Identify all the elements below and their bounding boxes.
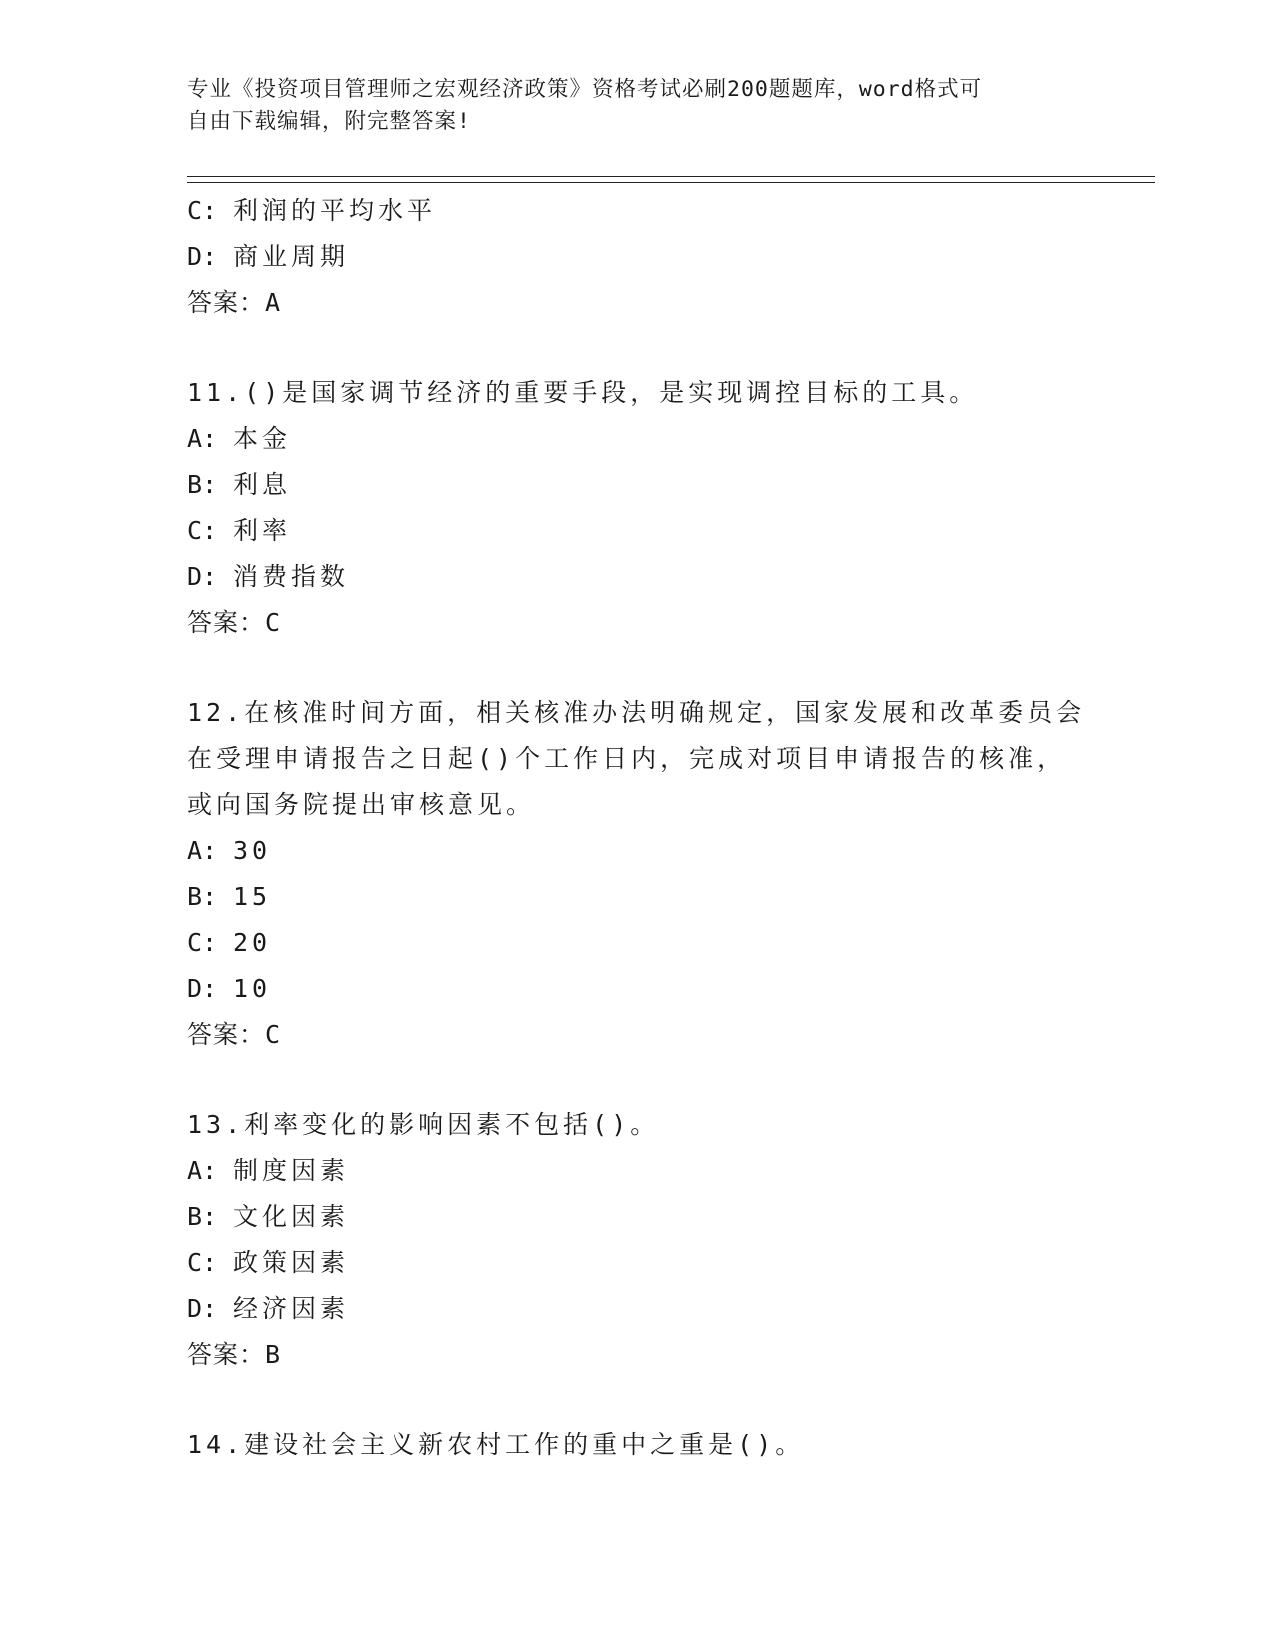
question-11: [187, 370, 1087, 646]
option-letter: A:: [187, 1156, 218, 1185]
option-text: 商业周期: [233, 242, 350, 271]
option-text: 本金: [233, 424, 292, 453]
option-text: 15: [233, 882, 272, 911]
question-12: [187, 690, 1087, 1058]
question-stem: 13.利率变化的影响因素不包括()。: [187, 1110, 660, 1139]
option-text: 文化因素: [233, 1202, 350, 1231]
option-b: [187, 462, 1087, 508]
option-text: 利率: [233, 516, 292, 545]
option-letter: A:: [187, 424, 218, 453]
option-a: [187, 1148, 1087, 1194]
header-rule-top: [187, 176, 1155, 177]
option-text: 消费指数: [233, 562, 350, 591]
question-stem: 14.建设社会主义新农村工作的重中之重是()。: [187, 1430, 805, 1459]
option-text: 利息: [233, 470, 292, 499]
option-letter: D:: [187, 242, 218, 271]
option-a: [187, 416, 1087, 462]
option-letter: A:: [187, 836, 218, 865]
option-d: [187, 554, 1087, 600]
question-stem-line-2: 在受理申请报告之日起()个工作日内，完成对项目申请报告的核准，: [187, 744, 1067, 773]
option-text: 30: [233, 836, 272, 865]
option-letter: B:: [187, 470, 218, 499]
answer-line: 答案：B: [187, 1340, 282, 1369]
option-c: [187, 188, 1087, 234]
answer-line: 答案：C: [187, 608, 282, 637]
header-line-1: 专业《投资项目管理师之宏观经济政策》资格考试必刷200题题库，word格式可: [187, 77, 983, 102]
option-letter: C:: [187, 928, 218, 957]
option-c: [187, 920, 1087, 966]
header-rule-bottom: [187, 182, 1155, 183]
option-text: 利润的平均水平: [233, 196, 437, 225]
option-text: 经济因素: [233, 1294, 350, 1323]
option-text: 20: [233, 928, 272, 957]
option-a: [187, 828, 1087, 874]
question-13: [187, 1102, 1087, 1378]
option-c: [187, 1240, 1087, 1286]
header-line-2: 自由下载编辑，附完整答案!: [187, 109, 471, 134]
option-d: [187, 234, 1087, 280]
option-d: [187, 966, 1087, 1012]
option-d: [187, 1286, 1087, 1332]
question-list: [187, 188, 1087, 1468]
option-letter: D:: [187, 1294, 218, 1323]
option-letter: C:: [187, 516, 218, 545]
option-c: [187, 508, 1087, 554]
option-letter: B:: [187, 1202, 218, 1231]
question-stem: 11.()是国家调节经济的重要手段，是实现调控目标的工具。: [187, 378, 979, 407]
option-b: [187, 1194, 1087, 1240]
option-letter: D:: [187, 974, 218, 1003]
answer-line: 答案：A: [187, 288, 282, 317]
option-text: 政策因素: [233, 1248, 350, 1277]
option-letter: B:: [187, 882, 218, 911]
option-b: [187, 874, 1087, 920]
question-14: [187, 1422, 1087, 1468]
option-letter: C:: [187, 196, 218, 225]
option-text: 10: [233, 974, 272, 1003]
option-letter: C:: [187, 1248, 218, 1277]
question-stem-line-1: 12.在核准时间方面，相关核准办法明确规定，国家发展和改革委员会: [187, 698, 1086, 727]
option-letter: D:: [187, 562, 218, 591]
document-header: [187, 74, 1067, 138]
question-10-tail: [187, 188, 1087, 326]
question-stem-line-3: 或向国务院提出审核意见。: [187, 790, 536, 819]
answer-line: 答案：C: [187, 1020, 282, 1049]
option-text: 制度因素: [233, 1156, 350, 1185]
